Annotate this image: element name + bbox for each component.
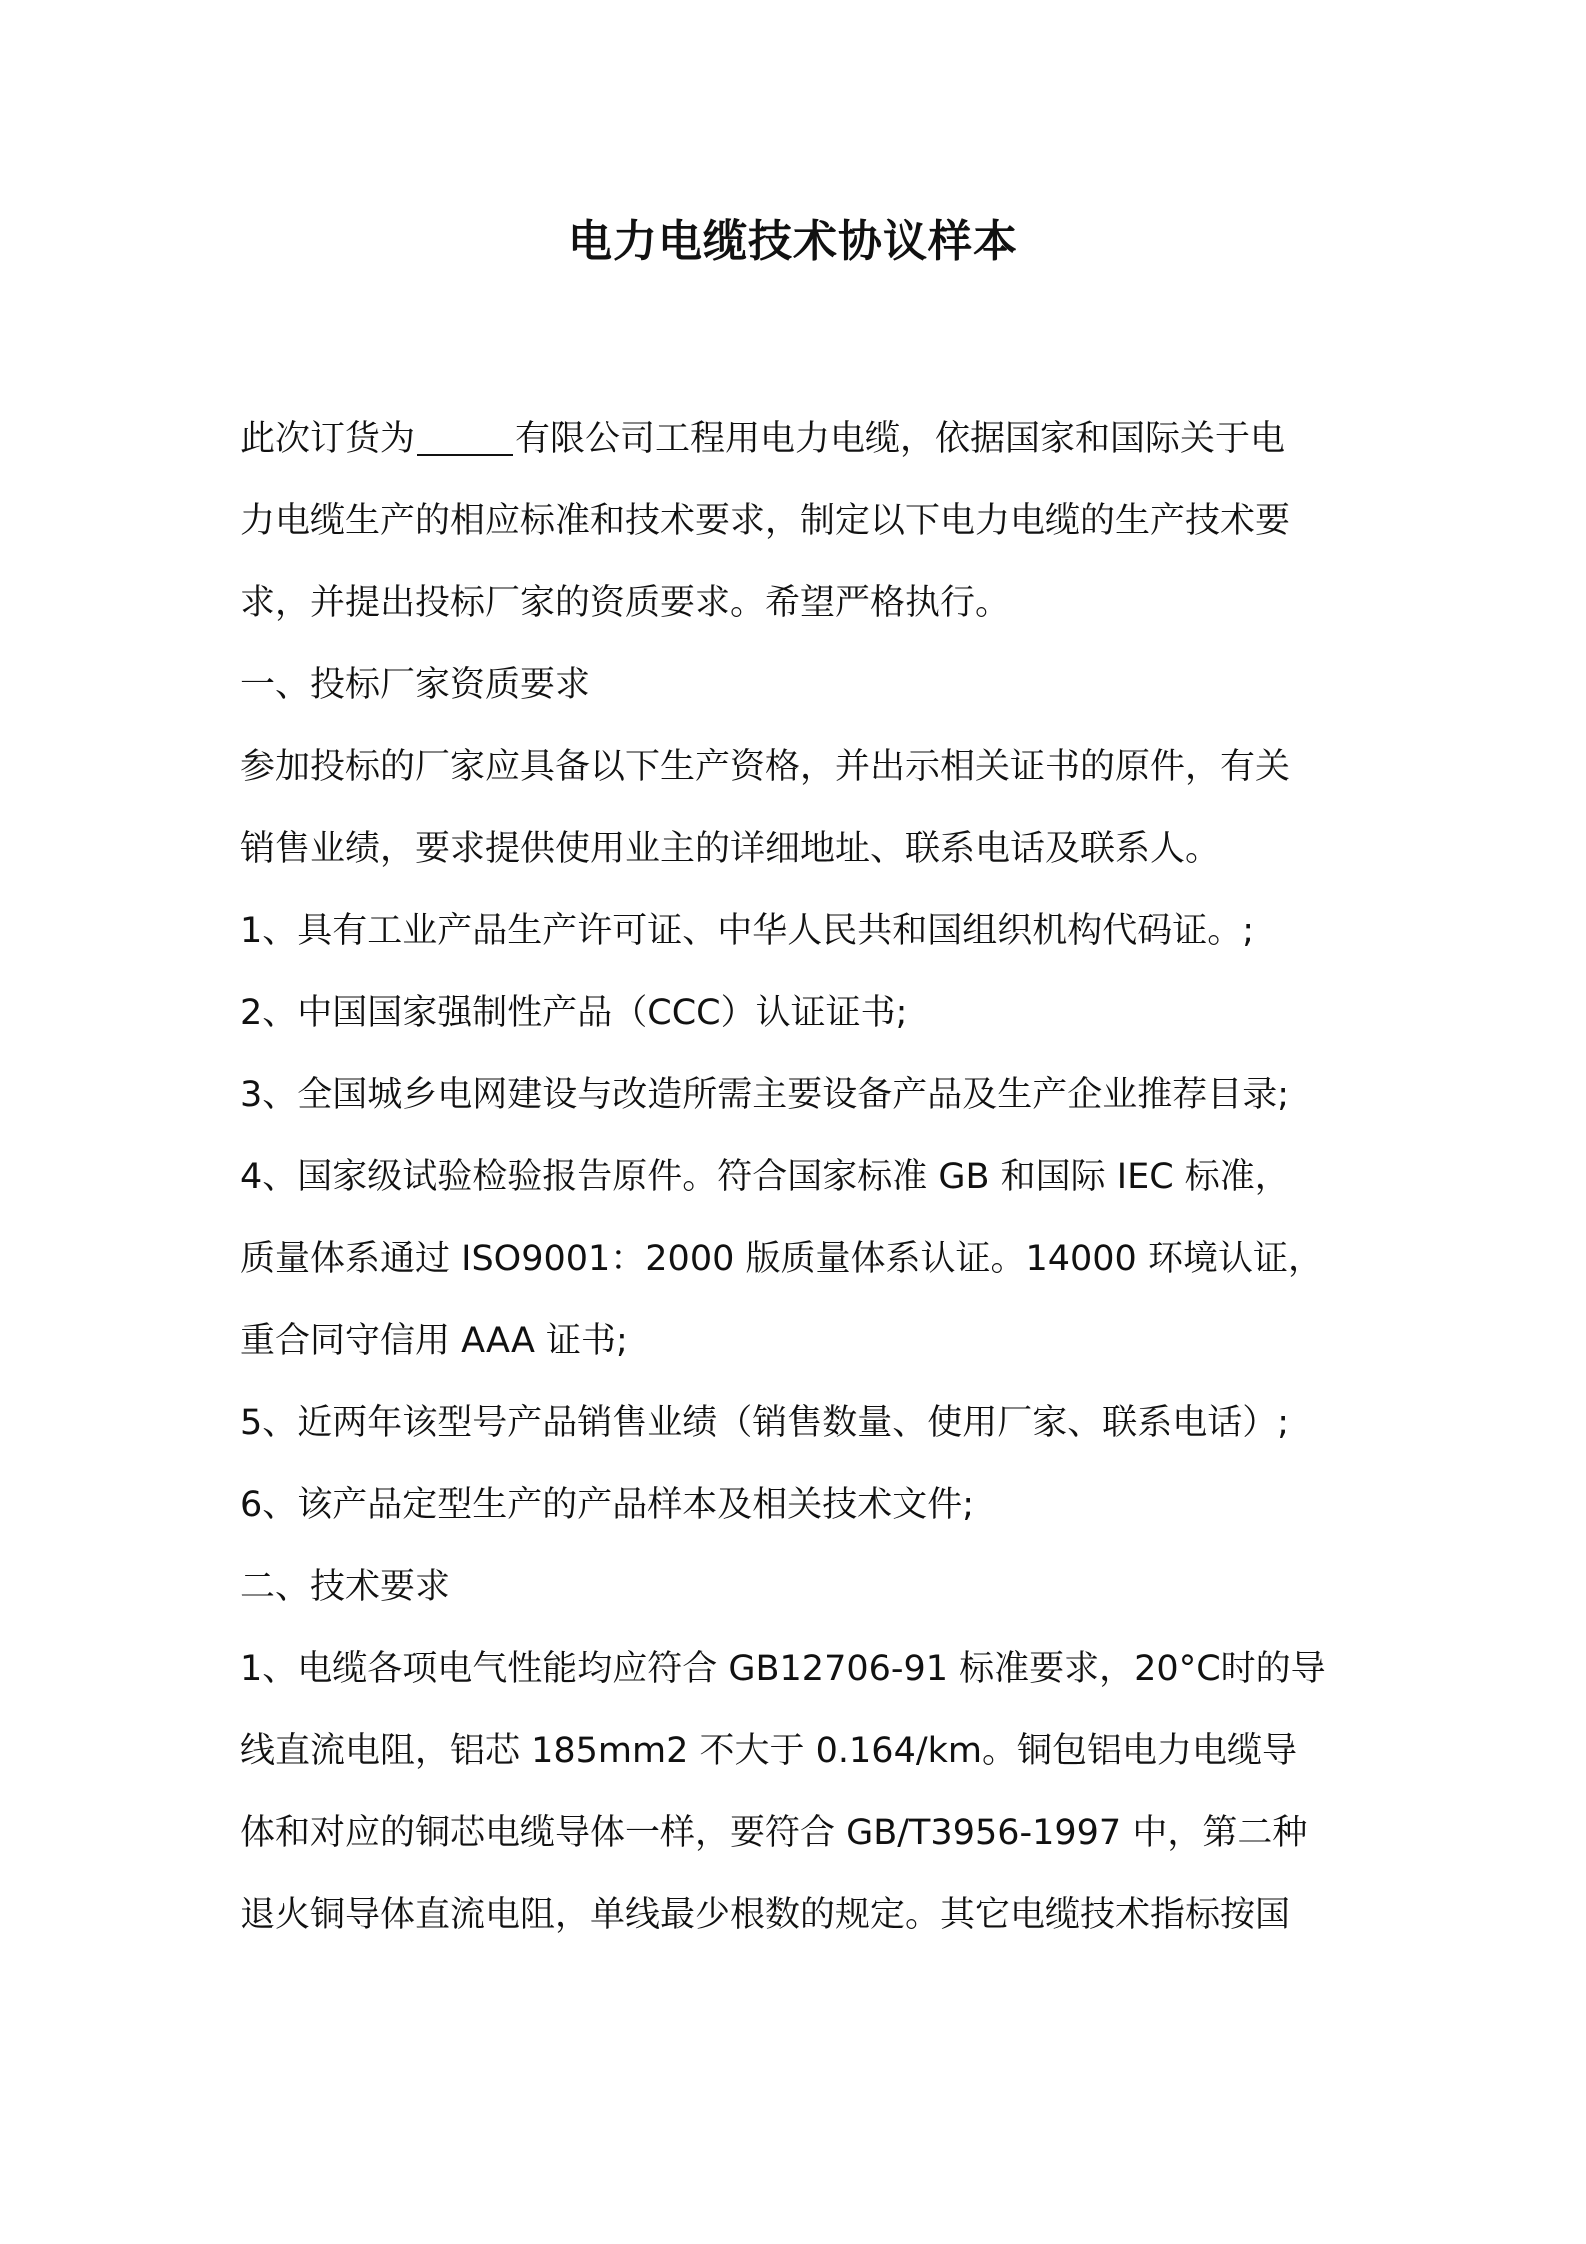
section-1-para-line-2: 销售业绩，要求提供使用业主的详细地址、联系电话及联系人。 bbox=[240, 829, 1221, 869]
qualification-item-4-line-2: 质量体系通过 ISO9001：2000 版质量体系认证。14000 环境认证， bbox=[240, 1239, 1323, 1279]
intro-line-1 bbox=[240, 414, 1285, 464]
qualification-item-2: 2、中国国家强制性产品（CCC）认证证书; bbox=[240, 993, 908, 1033]
qualification-item-4-line-3: 重合同守信用 AAA 证书; bbox=[240, 1321, 628, 1361]
section-1-para-line-1: 参加投标的厂家应具备以下生产资格，并出示相关证书的原件，有关 bbox=[240, 747, 1291, 787]
qualification-item-6: 6、该产品定型生产的产品样本及相关技术文件; bbox=[240, 1485, 975, 1525]
company-name-blank bbox=[417, 418, 513, 456]
intro-text-after-blank: 有限公司工程用电力电缆，依据国家和国际关于电 bbox=[515, 419, 1286, 459]
qualification-item-4-line-1: 4、国家级试验检验报告原件。符合国家标准 GB 和国际 IEC 标准， bbox=[240, 1157, 1290, 1197]
qualification-item-1: 1、具有工业产品生产许可证、中华人民共和国组织机构代码证。; bbox=[240, 911, 1255, 951]
technical-item-1-line-2: 线直流电阻，铝芯 185mm2 不大于 0.164/km。铜包铝电力电缆导 bbox=[240, 1731, 1297, 1771]
technical-item-1-line-4: 退火铜导体直流电阻，单线最少根数的规定。其它电缆技术指标按国 bbox=[240, 1895, 1291, 1935]
section-2-heading: 二、技术要求 bbox=[240, 1567, 451, 1607]
intro-text-before-blank: 此次订货为 bbox=[240, 419, 416, 459]
intro-line-3: 求，并提出投标厂家的资质要求。希望严格执行。 bbox=[240, 583, 1011, 623]
technical-item-1-line-3: 体和对应的铜芯电缆导体一样，要符合 GB/T3956-1997 中，第二种 bbox=[240, 1813, 1308, 1853]
qualification-item-5: 5、近两年该型号产品销售业绩（销售数量、使用厂家、联系电话）; bbox=[240, 1403, 1290, 1443]
intro-line-2: 力电缆生产的相应标准和技术要求，制定以下电力电缆的生产技术要 bbox=[240, 501, 1291, 541]
technical-item-1-line-1: 1、电缆各项电气性能均应符合 GB12706-91 标准要求，20°C时的导 bbox=[240, 1649, 1326, 1689]
qualification-item-3: 3、全国城乡电网建设与改造所需主要设备产品及生产企业推荐目录; bbox=[240, 1075, 1290, 1115]
document-title: 电力电缆技术协议样本 bbox=[568, 216, 1018, 267]
section-1-heading: 一、投标厂家资质要求 bbox=[240, 665, 591, 705]
